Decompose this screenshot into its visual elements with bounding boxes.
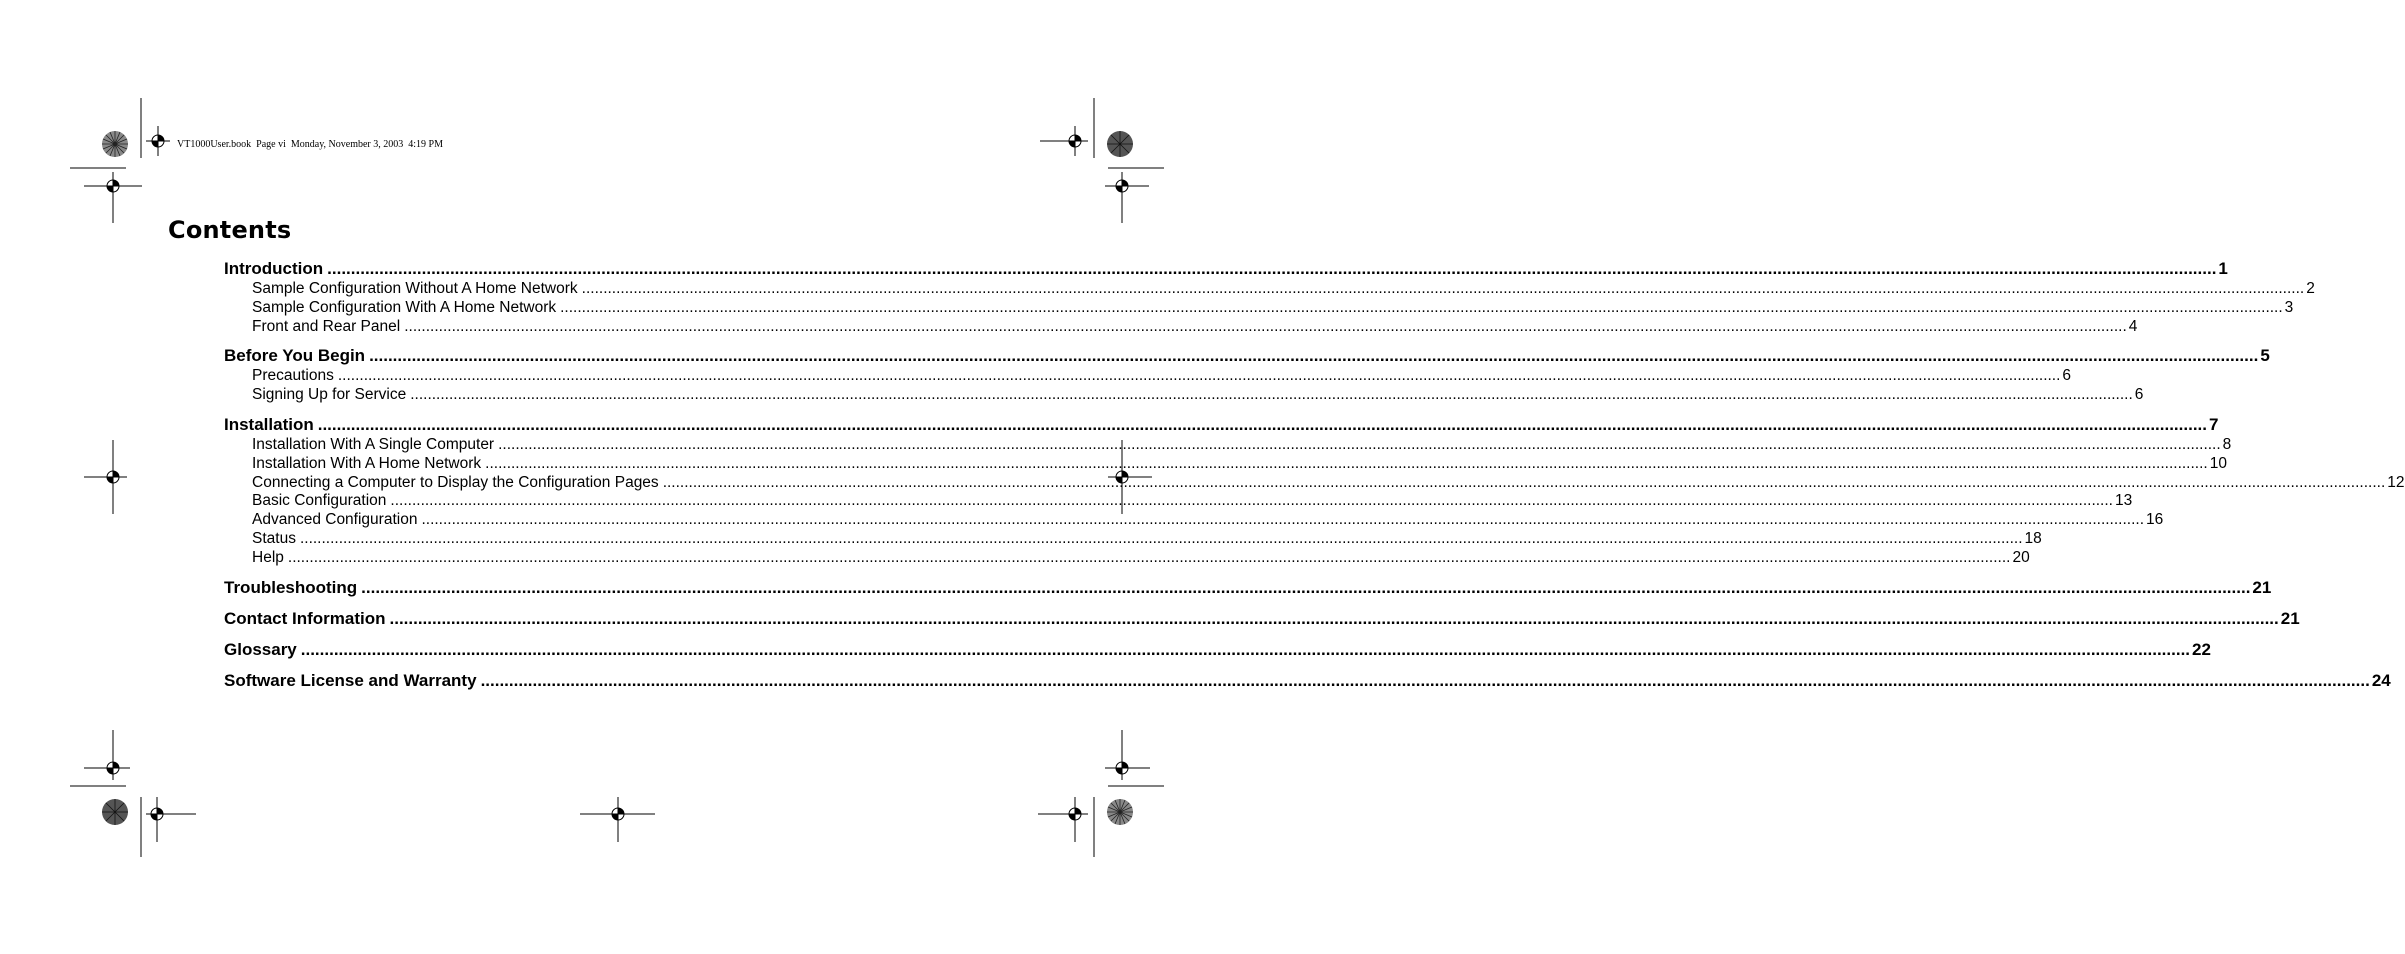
crosshair-mark-right-upper	[1105, 165, 1165, 225]
crosshair-mark-bottom-left	[140, 797, 200, 857]
toc-entry-basic-configuration[interactable]	[224, 492, 2133, 511]
dot-leader: ................................................................................................................................................................................................................................................................................................................................................................................................................	[480, 670, 2370, 690]
toc-entry-status[interactable]	[224, 529, 2042, 549]
toc-entry-connecting-computer[interactable]	[224, 473, 2405, 493]
dot-leader: ................................................................................................................................................................................................................................................................................................................................................................................................................	[300, 639, 2191, 659]
toc-entry-page: 10	[2209, 454, 2227, 472]
toc-entry-help[interactable]	[224, 548, 2030, 568]
dot-leader: ................................................................................................................................................................................................................................................................................................................................................................................................................	[410, 386, 2133, 404]
dot-leader: ................................................................................................................................................................................................................................................................................................................................................................................................................	[421, 511, 2145, 529]
dot-leader: ................................................................................................................................................................................................................................................................................................................................................................................................................	[361, 577, 2251, 597]
crosshair-mark-bottom-center	[580, 797, 660, 847]
toc-entry-page: 7	[2209, 414, 2219, 434]
toc-entry-page: 5	[2260, 346, 2270, 366]
toc-entry-front-rear-panel[interactable]	[224, 317, 2138, 337]
toc-entry-label: Before You Begin	[224, 346, 366, 366]
toc-entry-page: 12	[2387, 473, 2405, 491]
toc-entry-software-license[interactable]	[224, 670, 2391, 692]
toc-entry-signing-up[interactable]	[224, 386, 2144, 405]
registration-mark-top-right-sunburst	[1105, 129, 1135, 159]
toc-entry-label: Troubleshooting	[224, 577, 358, 597]
toc-entry-contact-information[interactable]	[224, 608, 2300, 630]
toc-entry-troubleshooting[interactable]	[224, 577, 2272, 599]
dot-leader: ................................................................................................................................................................................................................................................................................................................................................................................................................	[299, 529, 2023, 547]
toc-entry-page: 16	[2146, 511, 2164, 529]
dot-leader: ................................................................................................................................................................................................................................................................................................................................................................................................................	[498, 435, 2221, 453]
toc-entry-page: 6	[2062, 367, 2072, 385]
toc-entry-before-you-begin[interactable]	[224, 345, 2270, 367]
dot-leader: ................................................................................................................................................................................................................................................................................................................................................................................................................	[581, 280, 2305, 297]
toc-entry-precautions[interactable]	[224, 367, 2072, 386]
toc-entry-label: Software License and Warranty	[224, 670, 477, 690]
toc-entry-label: Introduction	[224, 259, 324, 278]
crosshair-mark-left-lower	[70, 730, 130, 790]
crosshair-mark-top-right	[1040, 98, 1100, 158]
registration-mark-top-left-sunburst	[100, 129, 130, 159]
dot-leader: ................................................................................................................................................................................................................................................................................................................................................................................................................	[327, 259, 2217, 278]
toc-entry-page: 4	[2128, 317, 2138, 335]
toc-entry-label: Installation With A Single Computer	[252, 435, 495, 453]
toc-entry-label: Help	[252, 548, 284, 566]
toc-entry-installation[interactable]	[224, 414, 2219, 436]
toc-entry-label: Contact Information	[224, 608, 386, 628]
toc-entry-label: Sample Configuration With A Home Network	[252, 298, 557, 316]
toc-entry-label: Installation With A Home Network	[252, 454, 482, 472]
toc-entry-label: Front and Rear Panel	[252, 317, 401, 335]
table-of-contents	[224, 258, 2405, 692]
toc-entry-label: Sample Configuration Without A Home Network	[252, 280, 578, 297]
toc-entry-introduction[interactable]	[224, 258, 2228, 280]
dot-leader: ................................................................................................................................................................................................................................................................................................................................................................................................................	[337, 367, 2061, 385]
dot-leader: ................................................................................................................................................................................................................................................................................................................................................................................................................	[662, 473, 2386, 491]
toc-entry-label: Precautions	[252, 367, 334, 385]
toc-entry-label: Connecting a Computer to Display the Configuration Pages	[252, 473, 659, 491]
registration-mark-bottom-left-sunburst	[100, 797, 130, 827]
dot-leader: ................................................................................................................................................................................................................................................................................................................................................................................................................	[287, 548, 2011, 566]
toc-entry-sample-with-home-network[interactable]	[224, 298, 2294, 318]
toc-entry-label: Signing Up for Service	[252, 386, 407, 404]
toc-entry-page: 18	[2024, 529, 2042, 547]
toc-entry-page: 21	[2252, 577, 2272, 597]
crosshair-mark-left-upper	[70, 165, 130, 225]
toc-entry-label: Advanced Configuration	[252, 511, 418, 529]
crosshair-mark-left-middle	[82, 440, 132, 515]
toc-entry-label: Status	[252, 529, 296, 547]
toc-entry-page: 20	[2012, 548, 2030, 566]
toc-entry-install-home-network[interactable]	[224, 454, 2227, 474]
toc-entry-label: Glossary	[224, 639, 297, 659]
toc-entry-page: 1	[2218, 259, 2228, 278]
dot-leader: ................................................................................................................................................................................................................................................................................................................................................................................................................	[369, 346, 2259, 366]
toc-entry-page: 22	[2192, 639, 2211, 659]
crosshair-mark-bottom-right	[1038, 797, 1098, 857]
toc-entry-page: 2	[2306, 280, 2315, 297]
dot-leader: ................................................................................................................................................................................................................................................................................................................................................................................................................	[390, 492, 2113, 510]
dot-leader: ................................................................................................................................................................................................................................................................................................................................................................................................................	[560, 298, 2283, 316]
toc-entry-page: 6	[2134, 386, 2144, 404]
dot-leader: ................................................................................................................................................................................................................................................................................................................................................................................................................	[317, 414, 2207, 434]
page-title: Contents	[168, 216, 292, 244]
crosshair-mark-right-lower	[1105, 730, 1165, 790]
toc-entry-page: 8	[2222, 435, 2232, 453]
toc-entry-page: 24	[2371, 670, 2391, 690]
toc-entry-page: 13	[2114, 492, 2133, 510]
dot-leader: ................................................................................................................................................................................................................................................................................................................................................................................................................	[485, 454, 2208, 472]
print-header-info: VT1000User.book Page vi Monday, November 3, 2003 4:19 PM	[177, 139, 443, 150]
toc-entry-label: Installation	[224, 414, 314, 434]
toc-entry-page: 3	[2284, 298, 2294, 316]
toc-entry-label: Basic Configuration	[252, 492, 387, 510]
toc-entry-glossary[interactable]	[224, 639, 2211, 661]
registration-mark-bottom-right-sunburst	[1105, 797, 1135, 827]
toc-entry-install-single-computer[interactable]	[224, 435, 2232, 455]
dot-leader: ................................................................................................................................................................................................................................................................................................................................................................................................................	[389, 608, 2279, 628]
toc-entry-page: 21	[2280, 608, 2300, 628]
dot-leader: ................................................................................................................................................................................................................................................................................................................................................................................................................	[404, 317, 2127, 335]
toc-entry-sample-without-home-network[interactable]	[224, 280, 2315, 299]
toc-entry-advanced-configuration[interactable]	[224, 511, 2164, 530]
